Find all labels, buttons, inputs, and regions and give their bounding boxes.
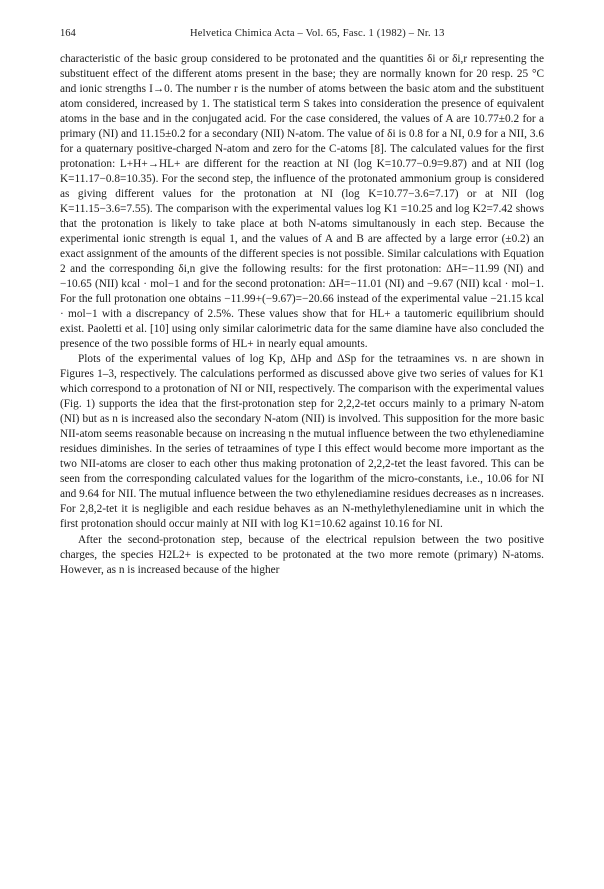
journal-title: Helvetica Chimica Acta – Vol. 65, Fasc. 1 (1982) – Nr. 13 xyxy=(190,28,445,39)
article-body xyxy=(60,52,544,578)
page-number: 164 xyxy=(60,28,76,39)
paragraph-1: characteristic of the basic group considered to be protonated and the quantities δi or δi,r representing the substituent effect of the different atoms present in the base; they are normally known for 20 resp. 25 °C and ionic strengths I→0. The number r is the number of atoms between the basic atom and the substituent atom considered, increased by 1. The statistical term S takes into consideration the presence of equivalent atoms in the base and in the conjugated acid. For the case considered, the values of A are 10.77±0.2 for a primary (NI) and 11.15±0.2 for a secondary (NII) N-atom. The value of δi is 0.8 for a NI, 0.9 for a NII, 3.6 for a quaternary positive-charged N-atom and zero for the C-atoms [8]. The calculated values for the first protonation: L+H+→HL+ are different for the reaction at NI (log K=10.77−0.9=9.87) and at NII (log K=11.17−0.8=10.35). For the second step, the influence of the protonated ammonium group is considered as giving different values for the protonation at NI (log K=10.77−3.6=7.17) or at NII (log K=11.15−3.6=7.55). The comparison with the experimental values log K1 =10.25 and log K2=7.42 shows that the protonation is likely to take place at both N-atoms simultanously in each step. Because the experimental ionic strength is equal 1, and the values of A and B are affected by a large error (±0.2) an exact assignment of the amounts of the different species is not possible. Similar calculations with Equation 2 and the corresponding δi,n give the following results: for the first protonation: ΔH=−11.99 (NI) and −10.65 (NII) kcal · mol−1 and for the second protonation: ΔH=−11.01 (NI) and −9.67 (NII) kcal · mol−1. For the full protonation one obtains −11.99+(−9.67)=−20.66 instead of the experimental value −21.15 kcal · mol−1 with a discrepancy of 2.5%. These values show that for HL+ a tautomeric equilibrium should exist. Paoletti et al. [10] using only similar calorimetric data for the same diamine have also concluded the presence of the two possible forms of HL+ in nearly equal amounts. xyxy=(60,53,544,351)
running-header xyxy=(60,28,544,44)
paragraph-3: After the second-protonation step, because of the electrical repulsion between the two positive charges, the species H2L2+ is expected to be protonated at the two more remote (primary) N-atoms. However, as n is increased because of the higher xyxy=(60,533,544,576)
paragraph-2: Plots of the experimental values of log Kp, ΔHp and ΔSp for the tetraamines vs. n are shown in Figures 1–3, respectively. The calculations performed as discussed above give two series of values for K1 which correspond to a protonation of NI or NII, respectively. The comparison with the experimental values (Fig. 1) supports the idea that the first-protonation step for 2,2,2-tet occurs mainly to a primary N-atom (NI) but as n is increased also the secondary N-atom (NII) is involved. This supposition for the more basic NII-atom seems reasonable because on increasing n the mutual influence between the two ethylenediamine residues diminishes. In the series of tetraamines of type I this effect would become more important as the two NII-atoms are closer to each other thus making protonation of 2,2,2-tet the least favored. This can be seen from the corresponding calculated values for the logarithm of the micro-constants, i.e., 10.06 for NI and 9.64 for NII. The mutual influence between the two ethylenediamine residues decreases as n increases. For 2,8,2-tet it is negligible and each residue behaves as an N-methylethylenediamine unit in which the first protonation should occur mainly at NII with log K1=10.62 against 10.16 for NI. xyxy=(60,353,545,531)
